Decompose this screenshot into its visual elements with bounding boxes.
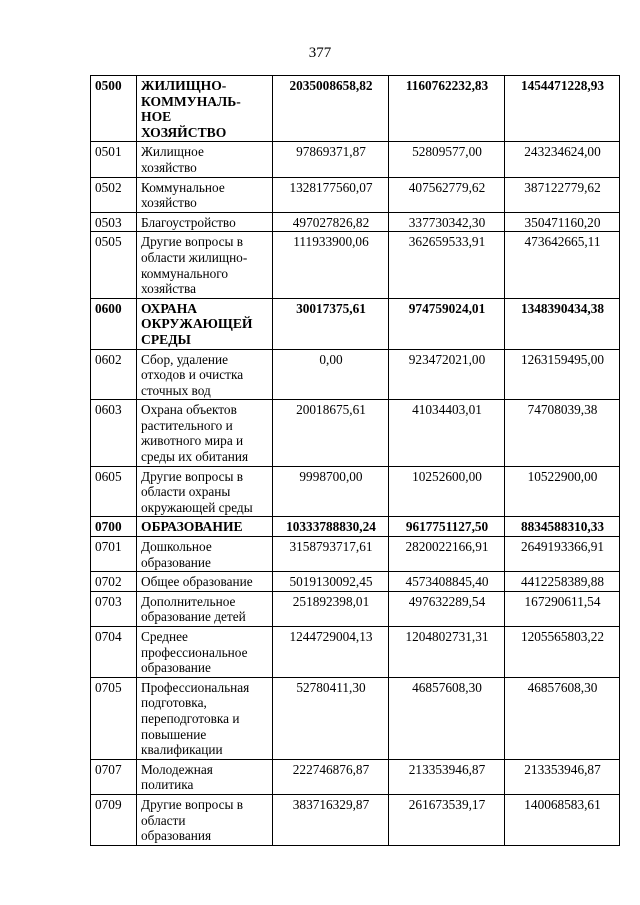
row-name-line: профессиональное	[141, 644, 248, 660]
row-value-3: 387122779,62	[505, 177, 620, 212]
row-name-line: Профессиональная	[141, 679, 250, 695]
row-value-1: 5019130092,45	[273, 572, 389, 592]
row-name-line: Жилищное	[141, 144, 204, 160]
row-name	[137, 177, 273, 212]
row-name-line: Благоустройство	[141, 214, 236, 230]
row-value-1: 222746876,87	[273, 759, 389, 794]
table-row	[91, 466, 620, 517]
row-value-3: 46857608,30	[505, 677, 620, 759]
row-value-2: 337730342,30	[389, 212, 505, 232]
row-name-line: квалификации	[141, 742, 223, 758]
row-code: 0701	[91, 537, 137, 572]
row-value-3: 213353946,87	[505, 759, 620, 794]
row-value-2: 41034403,01	[389, 400, 505, 466]
row-name-line: сточных вод	[141, 382, 211, 398]
row-name	[137, 572, 273, 592]
row-value-3: 1205565803,22	[505, 627, 620, 678]
row-name-line: Общее образование	[141, 574, 253, 590]
table-row	[91, 627, 620, 678]
row-value-1: 1244729004,13	[273, 627, 389, 678]
row-name-line: Дополнительное	[141, 593, 236, 609]
row-value-2: 362659533,91	[389, 232, 505, 298]
row-name-line: подготовка,	[141, 695, 207, 711]
row-value-3: 1348390434,38	[505, 298, 620, 349]
row-value-3: 10522900,00	[505, 466, 620, 517]
row-code: 0707	[91, 759, 137, 794]
row-name	[137, 142, 273, 177]
row-code: 0505	[91, 232, 137, 298]
row-code: 0600	[91, 298, 137, 349]
row-name-line: повышение	[141, 726, 207, 742]
table-row	[91, 400, 620, 466]
row-value-2: 261673539,17	[389, 794, 505, 845]
row-name-line: среды их обитания	[141, 449, 249, 465]
row-value-3: 140068583,61	[505, 794, 620, 845]
row-name-line: образование	[141, 660, 211, 676]
row-name-line: отходов и очистка	[141, 367, 244, 383]
row-name-line: образование	[141, 554, 211, 570]
row-name-line: КОММУНАЛЬ-	[141, 93, 241, 109]
row-name-line: Другие вопросы в	[141, 796, 244, 812]
row-name-line: области	[141, 812, 186, 828]
row-value-1: 497027826,82	[273, 212, 389, 232]
row-name-line: хозяйства	[141, 281, 196, 297]
row-name	[137, 76, 273, 142]
row-value-1: 111933900,06	[273, 232, 389, 298]
row-code: 0704	[91, 627, 137, 678]
row-name-line: Другие вопросы в	[141, 468, 244, 484]
row-value-2: 407562779,62	[389, 177, 505, 212]
row-name-line: политика	[141, 777, 194, 793]
row-value-2: 2820022166,91	[389, 537, 505, 572]
table-row	[91, 572, 620, 592]
row-value-1: 0,00	[273, 349, 389, 400]
row-code: 0500	[91, 76, 137, 142]
row-value-2: 497632289,54	[389, 591, 505, 626]
section-row	[91, 517, 620, 537]
row-value-3: 473642665,11	[505, 232, 620, 298]
page-number: 377	[308, 45, 332, 61]
row-value-2: 923472021,00	[389, 349, 505, 400]
row-value-3: 1263159495,00	[505, 349, 620, 400]
row-name-line: области жилищно-	[141, 249, 248, 265]
row-value-2: 213353946,87	[389, 759, 505, 794]
row-name-line: Молодежная	[141, 761, 213, 777]
row-name-line: животного мира и	[141, 433, 244, 449]
row-value-2: 9617751127,50	[389, 517, 505, 537]
row-value-1: 10333788830,24	[273, 517, 389, 537]
section-row	[91, 76, 620, 142]
row-value-1: 9998700,00	[273, 466, 389, 517]
row-name-line: Охрана объектов	[141, 402, 237, 418]
row-code: 0602	[91, 349, 137, 400]
table-row	[91, 349, 620, 400]
row-name	[137, 212, 273, 232]
row-value-1: 20018675,61	[273, 400, 389, 466]
row-code: 0603	[91, 400, 137, 466]
budget-table	[90, 75, 620, 846]
table-row	[91, 759, 620, 794]
row-value-2: 1204802731,31	[389, 627, 505, 678]
row-value-1: 251892398,01	[273, 591, 389, 626]
row-name-line: Другие вопросы в	[141, 234, 244, 250]
row-name-line: НОЕ	[141, 109, 172, 125]
row-value-1: 383716329,87	[273, 794, 389, 845]
row-name-line: растительного и	[141, 417, 233, 433]
row-name-line: коммунального	[141, 265, 229, 281]
table-row	[91, 232, 620, 298]
row-code: 0703	[91, 591, 137, 626]
row-code: 0709	[91, 794, 137, 845]
row-name	[137, 591, 273, 626]
row-value-2: 974759024,01	[389, 298, 505, 349]
table-row	[91, 142, 620, 177]
row-name	[137, 677, 273, 759]
row-name-line: переподготовка и	[141, 710, 240, 726]
row-value-3: 350471160,20	[505, 212, 620, 232]
section-row	[91, 298, 620, 349]
row-name	[137, 466, 273, 517]
row-name-line: Дошкольное	[141, 539, 212, 555]
row-name-line: хозяйство	[141, 159, 197, 175]
row-name	[137, 759, 273, 794]
table-row	[91, 212, 620, 232]
row-value-1: 2035008658,82	[273, 76, 389, 142]
row-code: 0502	[91, 177, 137, 212]
row-name-line: хозяйство	[141, 195, 197, 211]
row-name-line: ЖИЛИЩНО-	[141, 78, 227, 93]
row-name	[137, 537, 273, 572]
row-value-2: 4573408845,40	[389, 572, 505, 592]
row-name	[137, 298, 273, 349]
row-code: 0705	[91, 677, 137, 759]
table-row	[91, 591, 620, 626]
table-row	[91, 177, 620, 212]
row-code: 0605	[91, 466, 137, 517]
row-name-line: ОХРАНА	[141, 300, 198, 316]
row-value-1: 30017375,61	[273, 298, 389, 349]
row-name-line: области охраны	[141, 484, 231, 500]
row-value-3: 167290611,54	[505, 591, 620, 626]
row-name	[137, 349, 273, 400]
row-name-line: ОБРАЗОВАНИЕ	[141, 519, 243, 535]
row-name-line: ХОЗЯЙСТВО	[141, 124, 227, 140]
row-value-3: 4412258389,88	[505, 572, 620, 592]
row-value-2: 52809577,00	[389, 142, 505, 177]
row-value-3: 243234624,00	[505, 142, 620, 177]
row-code: 0700	[91, 517, 137, 537]
table-row	[91, 537, 620, 572]
row-name	[137, 232, 273, 298]
budget-table-body	[91, 76, 620, 846]
row-code: 0702	[91, 572, 137, 592]
row-value-3: 74708039,38	[505, 400, 620, 466]
row-code: 0503	[91, 212, 137, 232]
row-value-3: 2649193366,91	[505, 537, 620, 572]
row-value-3: 1454471228,93	[505, 76, 620, 142]
row-value-2: 1160762232,83	[389, 76, 505, 142]
row-name-line: Сбор, удаление	[141, 351, 229, 367]
row-name-line: СРЕДЫ	[141, 331, 191, 347]
row-value-2: 46857608,30	[389, 677, 505, 759]
row-value-2: 10252600,00	[389, 466, 505, 517]
row-name-line: ОКРУЖАЮЩЕЙ	[141, 316, 253, 332]
row-name-line: образование детей	[141, 609, 246, 625]
row-name-line: окружающей среды	[141, 499, 253, 515]
row-name	[137, 400, 273, 466]
table-row	[91, 677, 620, 759]
row-value-1: 1328177560,07	[273, 177, 389, 212]
row-value-1: 3158793717,61	[273, 537, 389, 572]
row-name-line: образования	[141, 828, 212, 844]
row-name-line: Коммунальное	[141, 179, 225, 195]
row-value-3: 8834588310,33	[505, 517, 620, 537]
row-name	[137, 794, 273, 845]
row-value-1: 97869371,87	[273, 142, 389, 177]
row-name-line: Среднее	[141, 629, 188, 644]
row-code: 0501	[91, 142, 137, 177]
row-name	[137, 627, 273, 678]
table-row	[91, 794, 620, 845]
row-name	[137, 517, 273, 537]
row-value-1: 52780411,30	[273, 677, 389, 759]
